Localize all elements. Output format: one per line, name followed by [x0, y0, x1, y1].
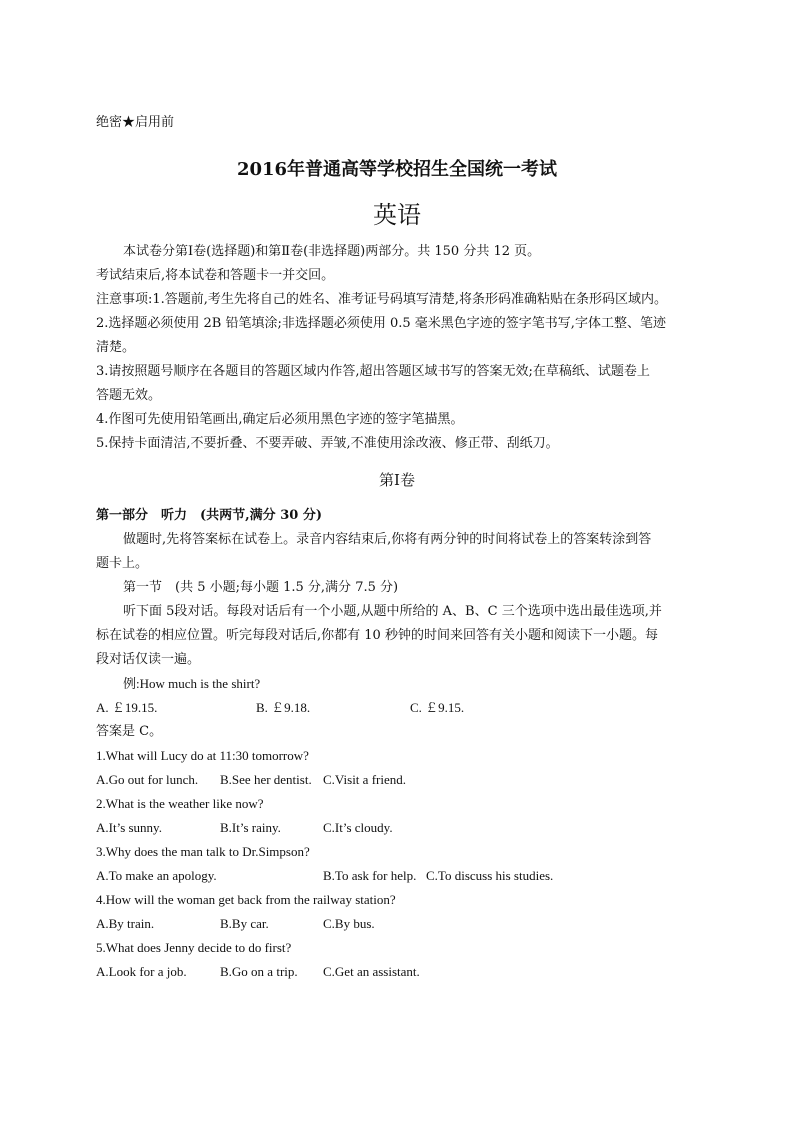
example-answer: 答案是 C。: [96, 724, 163, 739]
question-1-option-a: A.Go out for lunch.: [96, 772, 199, 787]
note-2-line-1: 2.选择题必须使用 2B 铅笔填涂;非选择题必须使用 0.5 毫米黑色字迹的签字笔书写,字体工整、笔迹: [96, 316, 666, 331]
question-2: 2.What is the weather like now?: [96, 796, 264, 811]
question-1-option-b: B.See her dentist.: [220, 772, 312, 787]
question-3-option-a: A.To make an apology.: [96, 868, 217, 883]
question-3-option-c: C.To discuss his studies.: [426, 868, 554, 883]
section-1-desc-line-3: 段对话仅读一遍。: [96, 652, 201, 667]
question-5-option-a: A.Look for a job.: [96, 964, 187, 979]
part-1-desc-line-1: 做题时,先将答案标在试卷上。录音内容结束后,你将有两分钟的时间将试卷上的答案转涂到答: [123, 532, 652, 547]
question-5-option-c: C.Get an assistant.: [323, 964, 420, 979]
question-5-option-b: B.Go on a trip.: [220, 964, 298, 979]
intro-line-2: 考试结束后,将本试卷和答题卡一并交回。: [96, 268, 335, 283]
example-option-b: B. ￡9.18.: [256, 700, 311, 715]
question-3: 3.Why does the man talk to Dr.Simpson?: [96, 844, 310, 859]
subject-title: 英语: [373, 201, 421, 229]
question-2-option-a: A.It’s sunny.: [96, 820, 162, 835]
question-4-option-c: C.By bus.: [323, 916, 375, 931]
note-2-line-2: 清楚。: [96, 340, 136, 355]
question-4-option-b: B.By car.: [220, 916, 269, 931]
note-1: 注意事项:1.答题前,考生先将自己的姓名、准考证号码填写清楚,将条形码准确粘贴在条形码区域内。: [96, 292, 668, 307]
part-1-heading: 第一部分 听力 (共两节,满分 30 分): [96, 508, 322, 523]
intro-line-1: 本试卷分第Ⅰ卷(选择题)和第Ⅱ卷(非选择题)两部分。共 150 分共 12 页。: [123, 244, 541, 259]
question-2-option-c: C.It’s cloudy.: [323, 820, 393, 835]
section-1-desc-line-1: 听下面 5段对话。每段对话后有一个小题,从题中所给的 A、B、C 三个选项中选出最佳选项,并: [123, 604, 662, 619]
section-1-heading: 第一节 (共 5 小题;每小题 1.5 分,满分 7.5 分): [123, 580, 399, 595]
question-5: 5.What does Jenny decide to do first?: [96, 940, 292, 955]
example-option-c: C. ￡9.15.: [410, 700, 465, 715]
confidential-label: 绝密★启用前: [96, 115, 175, 130]
exam-title: 2016年普通高等学校招生全国统一考试: [236, 159, 558, 180]
example-option-a: A. ￡19.15.: [96, 700, 158, 715]
question-1-option-c: C.Visit a friend.: [323, 772, 406, 787]
question-2-option-b: B.It’s rainy.: [220, 820, 281, 835]
section-1-desc-line-2: 标在试卷的相应位置。听完每段对话后,你都有 10 秒钟的时间来回答有关小题和阅读下一小题。每: [96, 628, 658, 643]
question-4: 4.How will the woman get back from the railway station?: [96, 892, 396, 907]
question-3-option-b: B.To ask for help.: [323, 868, 417, 883]
volume-title: 第Ⅰ卷: [379, 471, 415, 489]
note-5: 5.保持卡面清洁,不要折叠、不要弄破、弄皱,不准使用涂改液、修正带、刮纸刀。: [96, 436, 559, 451]
example-question: 例:How much is the shirt?: [123, 676, 261, 691]
part-1-desc-line-2: 题卡上。: [96, 556, 149, 571]
question-1: 1.What will Lucy do at 11:30 tomorrow?: [96, 748, 309, 763]
note-3-line-1: 3.请按照题号顺序在各题目的答题区域内作答,超出答题区域书写的答案无效;在草稿纸、试题卷上: [96, 364, 650, 379]
note-4: 4.作图可先使用铅笔画出,确定后必须用黑色字迹的签字笔描黑。: [96, 412, 464, 427]
question-4-option-a: A.By train.: [96, 916, 155, 931]
note-3-line-2: 答题无效。: [96, 388, 162, 403]
